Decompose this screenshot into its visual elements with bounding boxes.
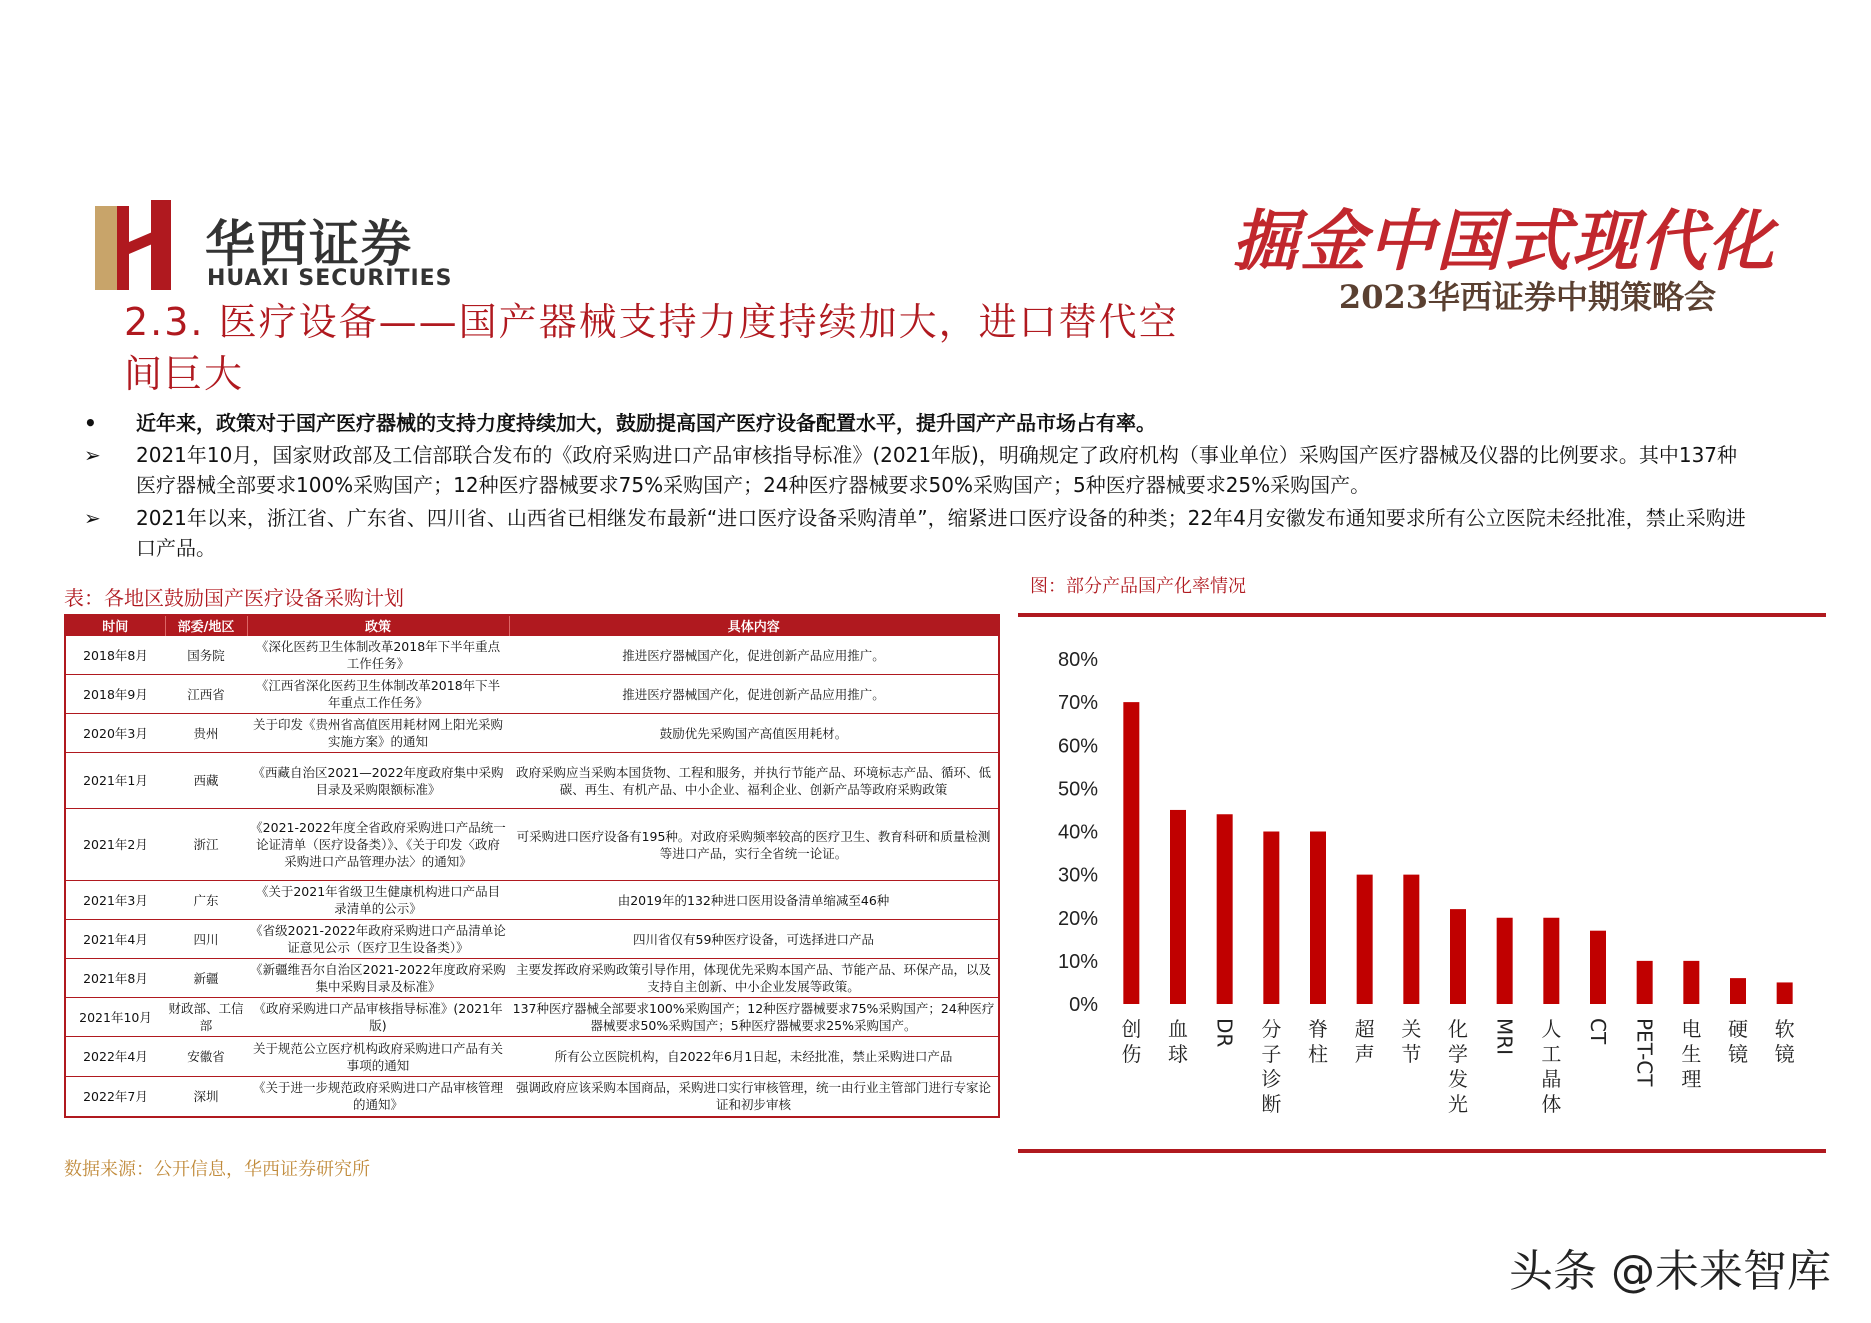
table-cell-content: 推进医疗器械国产化，促进创新产品应用推广。 [509,636,999,675]
table-cell-policy: 《深化医药卫生体制改革2018年下半年重点工作任务》 [247,636,509,675]
table-row [65,714,999,753]
table-cell-time: 2021年4月 [65,920,165,959]
localization-rate-bar-chart [1018,617,1826,1145]
table-cell-region: 国务院 [165,636,247,675]
x-tick-label: 电生理 [1681,1017,1702,1091]
table-cell-content: 所有公立医院机构，自2022年6月1日起，未经批准，禁止采购进口产品 [509,1037,999,1077]
table-cell-content: 推进医疗器械国产化，促进创新产品应用推广。 [509,675,999,714]
y-tick-label: 30% [1057,864,1098,887]
x-tick-label: 化学发光 [1448,1017,1468,1116]
bar-PET-CT [1637,961,1653,1004]
y-tick-label: 70% [1057,692,1098,715]
y-tick-label: 20% [1057,907,1098,930]
x-tick-label: 脊柱 [1308,1017,1328,1066]
bar-脊柱 [1310,832,1326,1005]
x-tick-label: 创伤 [1121,1017,1142,1066]
table-cell-policy: 《江西省深化医药卫生体制改革2018年下半年重点工作任务》 [247,675,509,714]
table-title: 表：各地区鼓励国产医疗设备采购计划 [64,586,404,610]
table-cell-time: 2021年10月 [65,998,165,1037]
bullet-dot-icon: • [84,411,97,435]
x-tick-label: PET-CT [1632,1018,1657,1087]
bar-超声 [1357,875,1373,1004]
table-cell-region: 安徽省 [165,1037,247,1077]
policy-table [64,614,998,1118]
table-cell-time: 2018年8月 [65,636,165,675]
bar-软镜 [1777,982,1793,1004]
table-cell-policy: 《新疆维吾尔自治区2021-2022年度政府采购集中采购目录及标准》 [247,959,509,998]
table-cell-region: 江西省 [165,675,247,714]
table-cell-time: 2018年9月 [65,675,165,714]
conference-banner-title: 掘金中国式现代化 [1232,202,1776,280]
y-tick-label: 50% [1057,778,1098,801]
table-cell-content: 主要发挥政府采购政策引导作用，体现优先采购本国产品、节能产品、环保产品，以及支持自主创新、中小企业发展等政策。 [509,959,999,998]
bar-CT [1590,931,1606,1004]
conference-banner-subtitle: 2023华西证券中期策略会 [1338,278,1716,316]
y-tick-label: 10% [1057,950,1098,973]
table-cell-time: 2020年3月 [65,714,165,753]
table-cell-region: 贵州 [165,714,247,753]
logo-chinese-name: 华西证券 [205,215,413,273]
table-cell-content: 强调政府应该采购本国商品，采购进口实行审核管理，统一由行业主管部门进行专家论证和初步审核 [509,1077,999,1117]
bullet-text: 2021年10月，国家财政部及工信部联合发布的《政府采购进口产品审核指导标准》(2021年版)，明确规定了政府机构（事业单位）采购国产医疗器械及仪器的比例要求。其中137种医疗器械全部要求100%采购国产；12种医疗器械要求75%采购国产；24种医疗器械要求50%采购国产；5种医疗器械要求25%采购国产。 [136,443,1738,497]
table-row [65,636,999,675]
x-tick-label: 血球 [1168,1017,1188,1066]
table-row [65,1037,999,1077]
y-tick-label: 60% [1057,735,1098,758]
table-row [65,1077,999,1117]
bar-DR [1217,814,1233,1004]
x-tick-label: 软镜 [1774,1017,1795,1066]
table-row [65,881,999,920]
table-cell-content: 137种医疗器械全部要求100%采购国产；12种医疗器械要求75%采购国产；24种医疗器械要求50%采购国产；5种医疗器械要求25%采购国产。 [509,998,999,1037]
table-cell-content: 由2019年的132种进口医用设备清单缩减至46种 [509,881,999,920]
chart-title: 图：部分产品国产化率情况 [1030,576,1246,597]
table-row [65,753,999,809]
table-row [65,675,999,714]
table-cell-policy: 《关于进一步规范政府采购进口产品审核管理的通知》 [247,1077,509,1117]
x-tick-label: 关节 [1401,1017,1422,1066]
table-cell-policy: 关于印发《贵州省高值医用耗材网上阳光采购实施方案》的通知 [247,714,509,753]
bar-创伤 [1123,702,1139,1004]
company-logo [95,200,455,295]
table-row [65,809,999,881]
column-header-time: 时间 [65,615,165,636]
table-cell-region: 西藏 [165,753,247,809]
bar-化学发光 [1450,909,1466,1004]
table-cell-region: 四川 [165,920,247,959]
table-cell-region: 财政部、工信部 [165,998,247,1037]
table-row [65,959,999,998]
column-header-policy: 政策 [247,615,509,636]
y-tick-label: 0% [1069,994,1098,1016]
bullet-point [84,440,1754,500]
table-cell-time: 2021年2月 [65,809,165,881]
bar-分子诊断 [1263,832,1279,1005]
x-tick-label: 人工晶体 [1541,1017,1562,1116]
bullet-point [84,408,1754,438]
table-cell-policy: 《省级2021-2022年政府采购进口产品清单论证意见公示（医疗卫生设备类）》 [247,920,509,959]
table-cell-content: 可采购进口医疗设备有195种。对政府采购频率较高的医疗卫生、教育科研和质量检测等进口产品，实行全省统一论证。 [509,809,999,881]
bar-人工晶体 [1543,918,1559,1004]
table-cell-time: 2022年4月 [65,1037,165,1077]
table-header-row [65,615,999,636]
x-tick-label: 硬镜 [1728,1017,1748,1066]
table-cell-region: 广东 [165,881,247,920]
x-tick-label: MRI [1492,1018,1517,1056]
page-title: 2.3. 医疗设备——国产器械支持力度持续加大，进口替代空间巨大 [124,300,1179,396]
bar-血球 [1170,810,1186,1004]
table-cell-time: 2021年8月 [65,959,165,998]
arrow-bullet-icon: ➢ [84,506,101,530]
arrow-bullet-icon: ➢ [84,443,101,467]
y-tick-label: 40% [1057,821,1098,844]
y-tick-label: 80% [1057,649,1098,671]
table-cell-policy: 《2021-2022年度全省政府采购进口产品统一论证清单（医疗设备类）》、《关于印发〈政府采购进口产品管理办法〉的通知》 [247,809,509,881]
x-tick-label: 分子诊断 [1261,1017,1282,1116]
table-cell-policy: 《关于2021年省级卫生健康机构进口产品目录清单的公示》 [247,881,509,920]
huaxi-logo-mark-icon [95,200,173,290]
watermark: 头条 @未来智库 [1509,1246,1831,1297]
bar-关节 [1403,875,1419,1004]
table-cell-time: 2022年7月 [65,1077,165,1117]
table-row [65,998,999,1037]
table-cell-time: 2021年3月 [65,881,165,920]
x-tick-label: DR [1212,1018,1237,1048]
table-source-note: 数据来源：公开信息，华西证券研究所 [64,1159,370,1180]
bullet-text: 2021年以来，浙江省、广东省、四川省、山西省已相继发布最新“进口医疗设备采购清单”，缩紧进口医疗设备的种类；22年4月安徽发布通知要求所有公立医院未经批准，禁止采购进口产品。 [136,506,1746,560]
table-cell-policy: 《西藏自治区2021—2022年度政府集中采购目录及采购限额标准》 [247,753,509,809]
bar-硬镜 [1730,978,1746,1004]
column-header-region: 部委/地区 [165,615,247,636]
table-cell-region: 深圳 [165,1077,247,1117]
x-tick-label: CT [1586,1018,1610,1045]
table-cell-time: 2021年1月 [65,753,165,809]
table-cell-content: 政府采购应当采购本国货物、工程和服务，并执行节能产品、环境标志产品、循环、低碳、再生、有机产品、中小企业、福利企业、创新产品等政府采购政策 [509,753,999,809]
table-cell-policy: 关于规范公立医疗机构政府采购进口产品有关事项的通知 [247,1037,509,1077]
table-cell-content: 鼓励优先采购国产高值医用耗材。 [509,714,999,753]
table-row [65,920,999,959]
logo-english-name: HUAXI SECURITIES [207,266,453,291]
column-header-content: 具体内容 [509,615,999,636]
table-cell-policy: 《政府采购进口产品审核指导标准》(2021年版) [247,998,509,1037]
x-tick-label: 超声 [1354,1017,1375,1066]
table-cell-content: 四川省仅有59种医疗设备，可选择进口产品 [509,920,999,959]
table-cell-region: 浙江 [165,809,247,881]
bar-MRI [1497,918,1513,1004]
table-cell-region: 新疆 [165,959,247,998]
bullet-point [84,503,1754,563]
bar-电生理 [1683,961,1699,1004]
bullet-text: 近年来，政策对于国产医疗器械的支持力度持续加大，鼓励提高国产医疗设备配置水平，提升国产产品市场占有率。 [136,411,1156,435]
